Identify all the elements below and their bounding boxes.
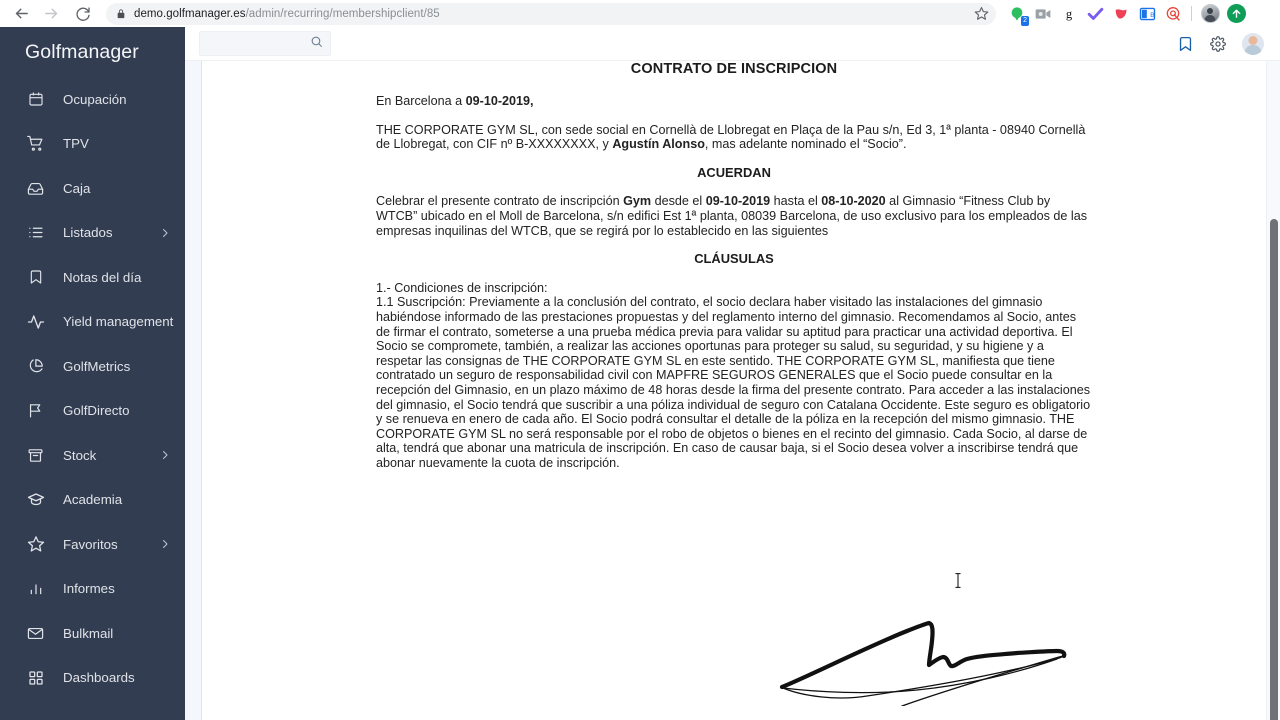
grid-icon <box>26 668 45 687</box>
sidebar-item-label: GolfDirecto <box>63 403 130 419</box>
graduation-icon <box>26 490 45 509</box>
clause-1-title: 1.- Condiciones de inscripción: <box>376 280 548 295</box>
chevron-right-icon <box>159 449 171 461</box>
url-domain: demo.golfmanager.es <box>134 7 246 20</box>
svg-text:g: g <box>1065 6 1073 21</box>
sidebar-item-ocupacion[interactable] <box>0 77 185 122</box>
sidebar-item-label: Dashboards <box>63 670 135 686</box>
brand-logo[interactable]: Golfmanager <box>25 40 139 63</box>
url-path: /admin/recurring/membershipclient/85 <box>245 7 440 20</box>
sidebar-item-label: Yield management <box>63 314 174 330</box>
sidebar-item-caja[interactable] <box>0 166 185 211</box>
sidebar-item-golfdirecto[interactable] <box>0 389 185 434</box>
document-title: CONTRATO DE INSCRIPCION <box>630 61 838 77</box>
place-prefix: En Barcelona a <box>376 94 466 108</box>
chevron-right-icon <box>159 227 171 239</box>
sidebar-item-favoritos[interactable] <box>0 522 185 567</box>
sidebar-item-listados[interactable] <box>0 211 185 256</box>
party-suffix-text: , mas adelante nominado el “Socio”. <box>704 137 907 152</box>
contract-document-page <box>201 61 1266 720</box>
activity-icon <box>26 312 45 331</box>
member-signature <box>777 591 1087 706</box>
document-body <box>202 77 1266 470</box>
sidebar-item-label: GolfMetrics <box>63 358 131 374</box>
calendar-icon <box>26 90 45 109</box>
bookmark-icon <box>26 268 45 287</box>
sidebar-item-label: TPV <box>63 136 89 152</box>
contract-start-date: 09-10-2019, <box>465 94 534 108</box>
sidebar-item-label: Stock <box>63 447 97 463</box>
clause-1-1-text: 1.1 Suscripción: Previamente a la conclusión del contrato, el socio declara haber visitado las instalaciones del gimnasio habiéndose informado de las prestaciones propuestas y del reglamento interno del gimnasio. Recomendamos al Socio, antes de firmar el contrato, someterse a una prueba médica previa para validar su aptitud para practicar una actividad deportiva. El Socio se compromete, también, a realizar las acciones oportunas para proteger su salud, su seguridad, y su higiene y a respetar las consignas de THE CORPORATE GYM SL en este sentido. THE CORPORATE GYM SL, manifiesta que tiene contratado un seguro de responsabilidad civil con MAPFRE SEGUROS GENERALES que el Socio puede consultar en la recepción del Gimnasio, en un plazo máximo de 48 horas desde la firma del presente contrato. Para acceder a las instalaciones del gimnasio, el Socio tendrá que suscribir a una póliza individual de seguro con Catalana Occidente. Este seguro es obligatorio y se renueva en enero de cada año. El Socio podrá consultar el detalle de la póliza en la recepción del mismo gimnasio. THE CORPORATE GYM SL no será responsable por el robo de objetos o bienes en el recinto del gimnasio. Cada Socio, al darse de alta, tendrá que abonar una matricula de inscripción. En caso de causar baja, si el Socio desea volver a inscribirse tendrá que abonar nuevamente la cuota de inscripción. <box>376 295 1091 470</box>
mail-icon <box>26 624 45 643</box>
sidebar-item-tpv[interactable] <box>0 122 185 167</box>
text-cursor <box>954 572 962 589</box>
content-scrollbar-track[interactable] <box>1266 61 1280 720</box>
sidebar-item-label: Listados <box>63 225 113 241</box>
list-icon <box>26 223 45 242</box>
evernote-extension-icon[interactable] <box>1004 1 1030 27</box>
address-bar-url <box>134 8 440 20</box>
party-member-name: Agustín Alonso <box>612 137 705 152</box>
main-region <box>185 27 1280 720</box>
extensions-tray <box>1004 1 1249 27</box>
app-topbar <box>185 27 1280 61</box>
target-extension-icon[interactable] <box>1160 1 1186 27</box>
heading-clausulas: CLÁUSULAS <box>694 251 774 267</box>
browser-chrome <box>0 0 1280 27</box>
pie-chart-icon <box>26 357 45 376</box>
sidebar <box>0 27 185 720</box>
sidebar-item-golfmetrics[interactable] <box>0 344 185 389</box>
grammarly-extension-icon[interactable] <box>1056 1 1082 27</box>
checkmark-extension-icon[interactable] <box>1082 1 1108 27</box>
sidebar-item-yield-management[interactable] <box>0 300 185 345</box>
date-from: 09-10-2019 <box>705 194 771 209</box>
browser-forward-button[interactable] <box>38 1 64 27</box>
topbar-actions <box>1177 33 1264 55</box>
bookmark-star-icon[interactable] <box>968 1 994 27</box>
content-area <box>185 61 1280 720</box>
gear-icon[interactable] <box>1210 36 1226 52</box>
sidebar-item-label: Academia <box>63 492 123 508</box>
chevron-right-icon <box>159 538 171 550</box>
sidebar-item-label: Bulkmail <box>63 625 114 641</box>
search-input[interactable] <box>199 31 331 56</box>
archive-icon <box>26 446 45 465</box>
paragraph-place-date <box>376 94 1092 109</box>
browser-back-button[interactable] <box>8 1 34 27</box>
sidebar-item-label: Informes <box>63 581 115 597</box>
lock-icon <box>116 8 126 20</box>
content-scrollbar-thumb[interactable] <box>1270 219 1278 720</box>
star-icon <box>26 535 45 554</box>
sidebar-item-stock[interactable] <box>0 433 185 478</box>
sidebar-item-label: Ocupación <box>63 91 127 107</box>
date-to: 08-10-2020 <box>821 194 886 209</box>
sidebar-item-informes[interactable] <box>0 567 185 612</box>
celebrate-text-2: desde el <box>651 194 706 209</box>
cart-icon <box>26 134 45 153</box>
application-window <box>0 27 1280 720</box>
address-bar[interactable] <box>106 3 996 25</box>
heading-acuerdan: ACUERDAN <box>697 164 771 180</box>
bookmark-icon[interactable] <box>1177 35 1194 53</box>
paragraph-parties <box>376 123 1092 152</box>
bar-chart-icon <box>26 579 45 598</box>
celebrate-text-3: hasta el <box>770 194 822 209</box>
celebrate-text-4: al Gimnasio “Fitness Club by WTCB” ubicado en el Moll de Barcelona, s/n edifici Est 1ª planta, 08039 Barcelona, de uso exclusivo para los empleados de las empresas inquilinas del WTCB, que se regirá por lo establecido en las siguientes <box>376 194 1088 238</box>
sidebar-item-dashboards[interactable] <box>0 656 185 701</box>
sidebar-item-bulkmail[interactable] <box>0 611 185 656</box>
party-company-text: THE CORPORATE GYM SL, con sede social en Cornellà de Llobregat en Plaça de la Pau s/n, Ed 3, 1ª planta - 08940 Cornellà de Llobregat, con CIF nº B-XXXXXXXX, y <box>376 122 1086 152</box>
sidebar-item-notas-del-dia[interactable] <box>0 255 185 300</box>
celebrate-text-1: Celebrar el presente contrato de inscripción <box>376 194 624 209</box>
sidebar-item-label: Notas del día <box>63 269 142 285</box>
toolbar-divider <box>1191 6 1192 21</box>
search-icon <box>310 35 323 53</box>
chrome-profile-avatar[interactable] <box>1197 1 1223 27</box>
product-name: Gym <box>623 194 652 209</box>
svg-text:B: B <box>1149 11 1155 19</box>
screencast-extension-icon[interactable] <box>1030 1 1056 27</box>
pocket-extension-icon[interactable] <box>1108 1 1134 27</box>
inbox-icon <box>26 179 45 198</box>
flag-icon <box>26 401 45 420</box>
sidebar-item-label: Favoritos <box>63 536 118 552</box>
document-scroll-body <box>202 61 1266 470</box>
translate-extension-icon[interactable] <box>1134 1 1160 27</box>
sidebar-item-academia[interactable] <box>0 478 185 523</box>
avatar[interactable] <box>1242 33 1264 55</box>
extension-badge-count: 2 <box>1023 16 1027 24</box>
chrome-update-icon[interactable] <box>1223 1 1249 27</box>
paragraph-celebrate <box>376 194 1092 238</box>
sidebar-item-label: Caja <box>63 180 91 196</box>
browser-reload-button[interactable] <box>70 1 96 27</box>
